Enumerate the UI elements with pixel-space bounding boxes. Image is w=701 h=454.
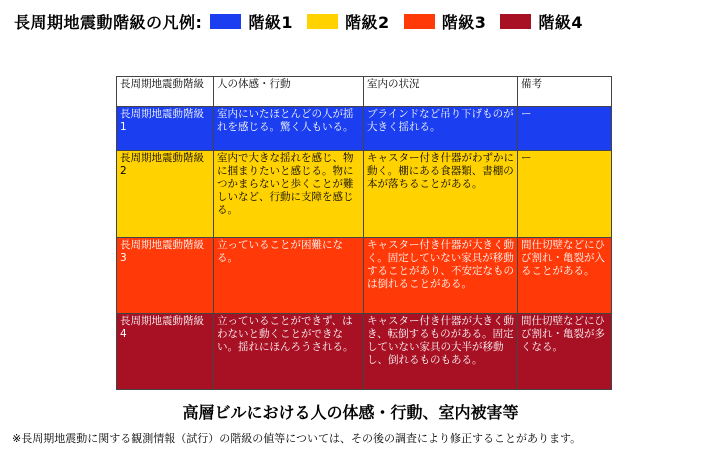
cell-human-response: 室内で大きな揺れを感じ、物に掴まりたいと感じる。物につかまらないと歩くことが難しいなど、行動に支障を感じる。 — [214, 151, 364, 238]
intensity-table — [116, 76, 612, 390]
cell-level: 長周期地震動階級2 — [117, 151, 214, 238]
legend-swatch-blue — [210, 14, 241, 29]
cell-level: 長周期地震動階級1 — [117, 107, 214, 151]
header-indoor-situation: 室内の状況 — [364, 77, 518, 107]
cell-human-response: 室内にいたほとんどの人が揺れを感じる。驚く人もいる。 — [214, 107, 364, 151]
legend-label-level-3: 階級3 — [441, 12, 487, 32]
header-notes: 備考 — [518, 77, 612, 107]
table-header-row — [117, 77, 612, 107]
header-level: 長周期地震動階級 — [117, 77, 214, 107]
cell-indoor-situation: キャスター付き什器が大きく動き、転倒するものがある。固定していない家具の大半が移動し、倒れるものもある。 — [364, 314, 518, 390]
cell-indoor-situation: キャスター付き什器が大きく動く。固定していない家具が移動することがあり、不安定なものは倒れることがある。 — [364, 238, 518, 314]
table-row — [117, 107, 612, 151]
cell-indoor-situation: ブラインドなど吊り下げものが大きく揺れる。 — [364, 107, 518, 151]
footnote: ※長周期地震動に関する観測情報（試行）の階級の値等については、その後の調査により修正することがあります。 — [12, 432, 582, 445]
legend-item-level-4 — [500, 10, 583, 33]
legend-swatch-yellow — [307, 14, 338, 29]
legend-label-level-4: 階級4 — [538, 12, 583, 32]
header-human-response: 人の体感・行動 — [214, 77, 364, 107]
cell-human-response: 立っていることが困難になる。 — [214, 238, 364, 314]
legend-item-level-1 — [210, 10, 293, 33]
legend — [14, 10, 597, 32]
figure-caption: 高層ビルにおける人の体感・行動、室内被害等 — [182, 403, 519, 422]
cell-notes: 間仕切壁などにひび割れ・亀裂が入ることがある。 — [518, 238, 612, 314]
cell-notes: 間仕切壁などにひび割れ・亀裂が多くなる。 — [518, 314, 612, 390]
table-row — [117, 238, 612, 314]
cell-level: 長周期地震動階級3 — [117, 238, 214, 314]
cell-level: 長周期地震動階級4 — [117, 314, 214, 390]
cell-human-response: 立っていることができず、はわないと動くことができない。揺れにほんろうされる。 — [214, 314, 364, 390]
legend-item-level-2 — [307, 10, 390, 33]
legend-swatch-orange — [404, 14, 435, 29]
cell-indoor-situation: キャスター付き什器がわずかに動く。棚にある食器類、書棚の本が落ちることがある。 — [364, 151, 518, 238]
legend-label-level-2: 階級2 — [345, 12, 390, 32]
legend-label-level-1: 階級1 — [248, 12, 294, 32]
legend-swatch-crimson — [500, 14, 531, 29]
legend-item-level-3 — [404, 10, 487, 33]
cell-notes: ー — [518, 151, 612, 238]
table-row — [117, 314, 612, 390]
table-row — [117, 151, 612, 238]
cell-notes: ー — [518, 107, 612, 151]
legend-title: 長周期地震動階級の凡例: — [14, 12, 203, 32]
